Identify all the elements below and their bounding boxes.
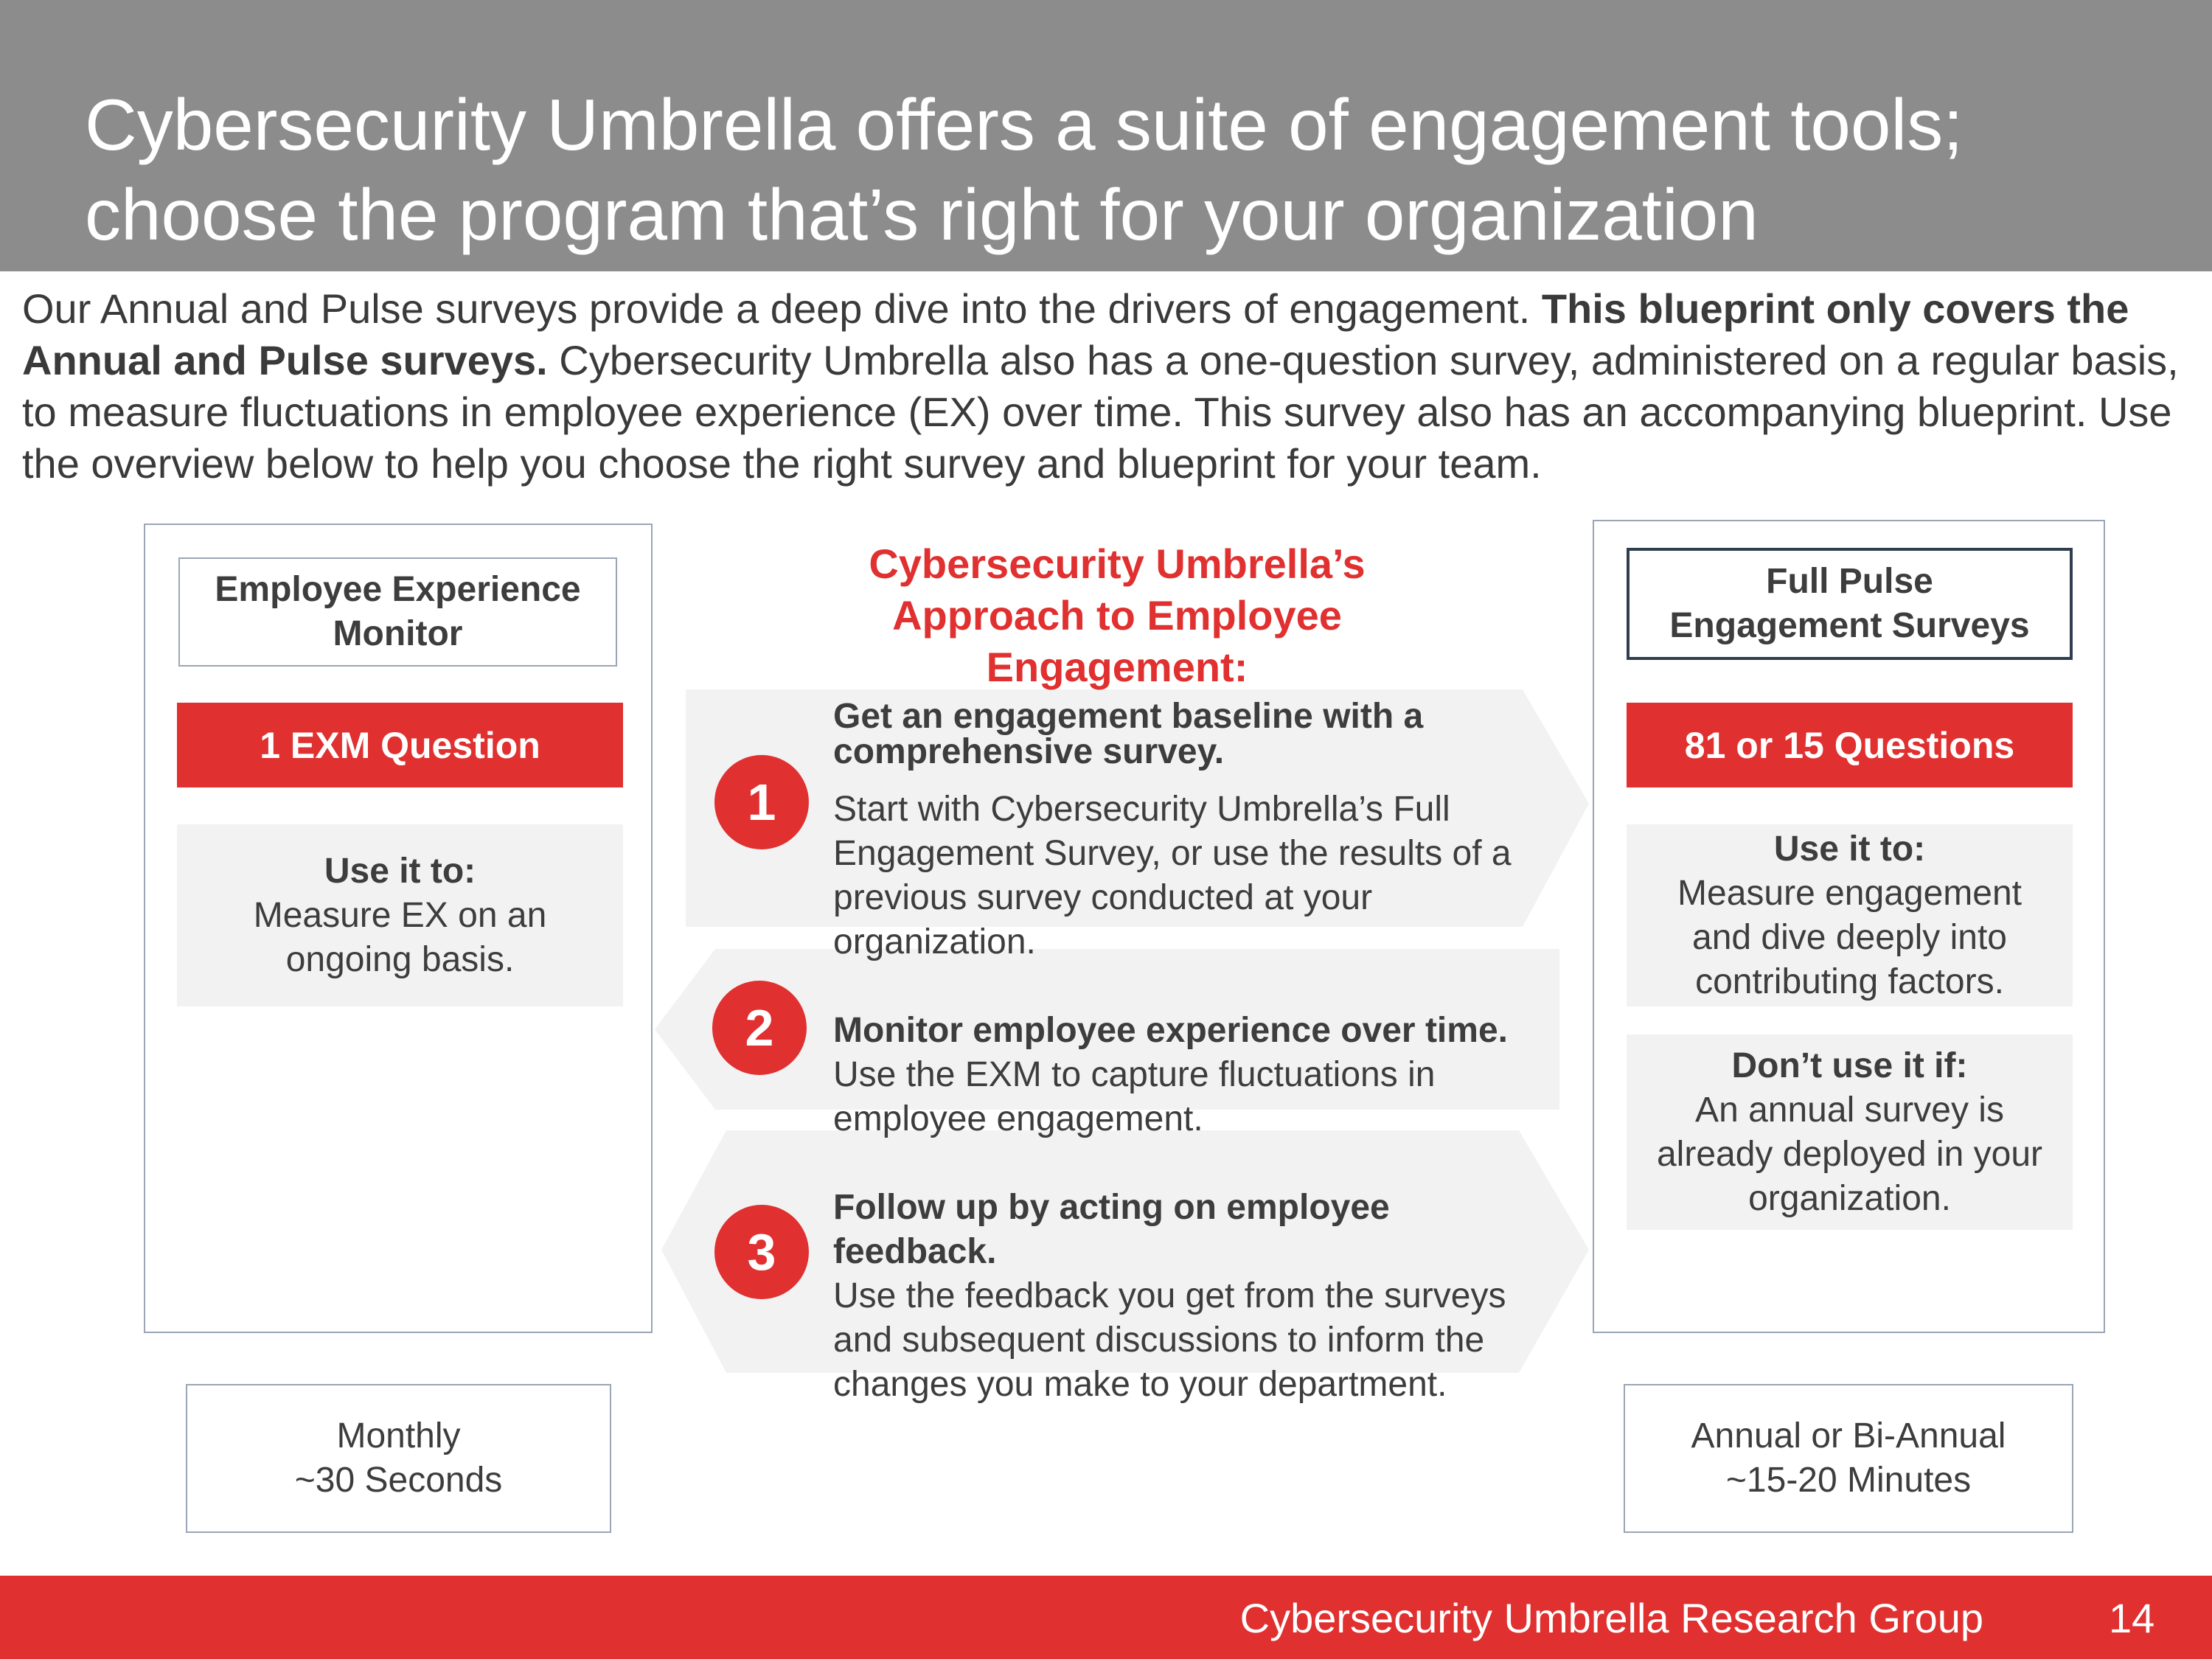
pulse-duration: ~15-20 Minutes — [1725, 1461, 1972, 1500]
page-number: 14 — [2109, 1595, 2155, 1641]
step-2-title: Monitor employee experience over time. — [833, 1011, 1508, 1050]
pulse-use-line-3: contributing factors. — [1695, 961, 2004, 1001]
pulse-title-line-2: Engagement Surveys — [1669, 606, 2030, 645]
pulse-dont-heading: Don’t use it if: — [1731, 1046, 1968, 1085]
exm-frequency: Monthly — [336, 1416, 461, 1455]
step-1-text: Start with Cybersecurity Umbrella’s Full Engagement Survey, or use the results of a previous survey conducted at your organization. — [833, 790, 1512, 961]
approach-heading-line-3: Engagement: — [986, 644, 1248, 690]
exm-use-line-1: Measure EX on an — [253, 895, 547, 935]
exm-use-heading: Use it to: — [324, 851, 476, 891]
approach-heading — [796, 538, 1438, 693]
pulse-title-line-1: Full Pulse — [1766, 562, 1933, 601]
step-1-title: Get an engagement baseline with a comprehensive survey. — [833, 697, 1424, 771]
title-line-2: choose the program that’s right for your organization — [85, 174, 1759, 255]
pulse-dont-line-2: already deployed in your — [1656, 1134, 2042, 1174]
exm-title-line-1: Employee Experience — [215, 570, 581, 609]
exm-questions-bar: 1 EXM Question — [177, 703, 623, 787]
step-3-number: 3 — [714, 1205, 809, 1299]
pulse-frequency: Annual or Bi-Annual — [1691, 1416, 2006, 1455]
pulse-dont-line-3: organization. — [1748, 1178, 1951, 1218]
step-2-number: 2 — [712, 981, 807, 1075]
intro-bold: This blueprint only covers the Annual and Pulse surveys. — [22, 285, 2129, 383]
intro-text-1: Our Annual and Pulse surveys provide a deep dive into the drivers of engagement. — [22, 285, 1542, 332]
step-3-block — [833, 1186, 1548, 1407]
pulse-use-heading: Use it to: — [1773, 829, 1926, 869]
step-1-number: 1 — [714, 755, 809, 849]
exm-title-line-2: Monitor — [333, 614, 463, 653]
approach-heading-line-2: Approach to Employee — [892, 592, 1342, 639]
footer-brand: Cybersecurity Umbrella Research Group — [1239, 1595, 1983, 1641]
approach-heading-line-1: Cybersecurity Umbrella’s — [869, 540, 1366, 587]
pulse-use-line-2: and dive deeply into — [1692, 917, 2007, 957]
step-2-text: Use the EXM to capture fluctuations in employee engagement. — [833, 1055, 1436, 1138]
title-line-1: Cybersecurity Umbrella offers a suite of engagement tools; — [85, 84, 1964, 165]
step-3-text: Use the feedback you get from the surveys and subsequent discussions to inform the changes you make to your department. — [833, 1276, 1506, 1404]
intro-text-2: Cybersecurity Umbrella also has a one-question survey, administered on a regular basis, to measure fluctuations in employee experience (EX) over time. This survey also has an accompanying blueprint. Use the overview below to help you choose the right survey and blueprint for your team. — [22, 337, 2179, 487]
pulse-dont-line-1: An annual survey is — [1695, 1090, 2004, 1130]
pulse-use-line-1: Measure engagement — [1677, 873, 2022, 913]
exm-duration: ~30 Seconds — [294, 1461, 503, 1500]
step-1-text-block — [833, 787, 1548, 964]
step-1-title-block — [833, 699, 1548, 770]
step-3-title: Follow up by acting on employee feedback. — [833, 1188, 1390, 1271]
pulse-questions-bar: 81 or 15 Questions — [1627, 703, 2073, 787]
exm-use-line-2: ongoing basis. — [285, 939, 515, 979]
step-2-block — [833, 1009, 1548, 1141]
